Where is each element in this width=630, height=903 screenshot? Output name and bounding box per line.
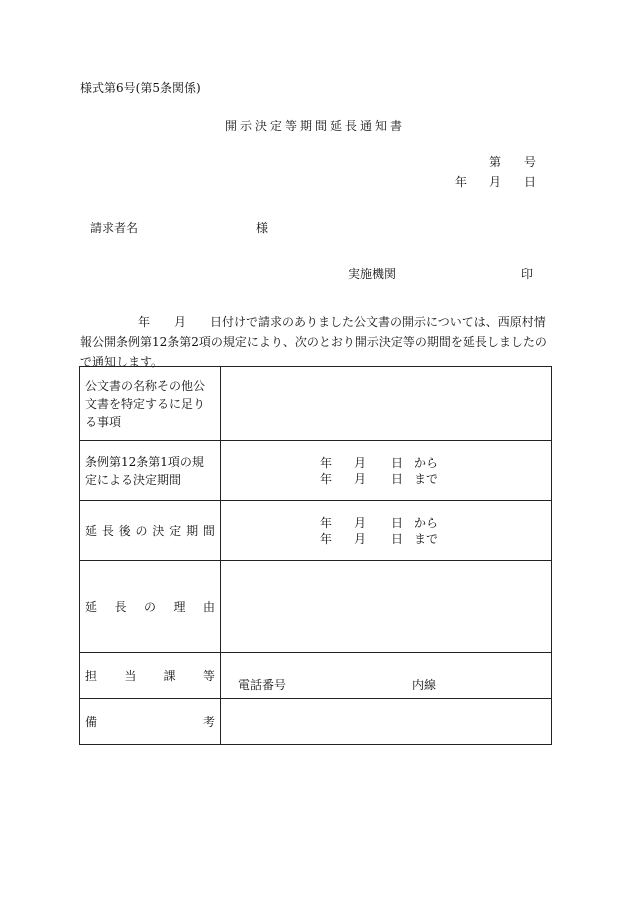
row-department [80, 653, 552, 699]
reason-value [221, 561, 552, 653]
period-from-suffix: から [414, 455, 439, 470]
label-char: 理 [173, 599, 186, 614]
period-year: 年 [320, 515, 333, 530]
label-char: 備 [85, 714, 98, 729]
period-month: 月 [354, 515, 367, 530]
label-char: 担 [85, 668, 98, 683]
remarks-value [221, 699, 552, 745]
info-table [79, 366, 552, 745]
label-char: 由 [202, 599, 215, 614]
document-matter-value [221, 367, 552, 441]
document-title: 開示決定等期間延長通知書 [224, 119, 405, 133]
requester-suffix: 様 [256, 221, 269, 235]
seal-mark: 印 [521, 267, 534, 281]
period-month: 月 [354, 455, 367, 470]
issue-date-day: 日 [524, 175, 537, 189]
remarks-label [80, 699, 221, 745]
label-char: 後 [118, 523, 131, 538]
row-extended-period [80, 501, 552, 561]
row-decision-period [80, 441, 552, 501]
decision-period-label: 条例第12条第1項の規定による決定期間 [80, 441, 221, 501]
extended-period-value [221, 501, 552, 561]
label-char: 長 [114, 599, 127, 614]
period-from-suffix: から [414, 515, 439, 530]
label-char: の [143, 599, 156, 614]
period-month: 月 [354, 531, 367, 546]
department-label [80, 653, 221, 699]
period-month: 月 [354, 471, 367, 486]
label-char: 考 [202, 714, 215, 729]
extended-period-from [221, 515, 551, 531]
period-day: 日 [391, 515, 404, 530]
extension-label: 内線 [412, 677, 437, 692]
issue-date-month: 月 [489, 175, 502, 189]
decision-period-from [221, 455, 551, 471]
extended-period-to [221, 531, 551, 547]
period-year: 年 [320, 471, 333, 486]
doc-number-dai: 第 [489, 155, 502, 169]
document-matter-label: 公文書の名称その他公文書を特定するに足りる事項 [80, 367, 221, 441]
extended-period-label [80, 501, 221, 561]
row-reason [80, 561, 552, 653]
label-char: 当 [124, 668, 137, 683]
label-char: 課 [163, 668, 176, 683]
reason-label [80, 561, 221, 653]
label-char: 期 [186, 523, 199, 538]
period-year: 年 [320, 531, 333, 546]
body-text: 年 月 日付けで請求のありました公文書の開示については、西原村情報公開条例第12条第2項の規定により、次のとおり開示決定等の期間を延長しましたので通知します。 [80, 315, 547, 369]
decision-period-value [221, 441, 552, 501]
doc-number-go: 号 [524, 155, 537, 169]
department-value [221, 653, 552, 699]
agency-label: 実施機関 [348, 267, 397, 281]
tel-label: 電話番号 [238, 677, 287, 692]
period-day: 日 [391, 531, 404, 546]
row-remarks [80, 699, 552, 745]
row-document-matter [80, 367, 552, 441]
label-char: 延 [85, 523, 98, 538]
label-char: 間 [202, 523, 215, 538]
period-year: 年 [320, 455, 333, 470]
period-to-suffix: まで [414, 471, 439, 486]
decision-period-to [221, 471, 551, 487]
form-number: 様式第6号(第5条関係) [80, 81, 201, 95]
label-char: 長 [101, 523, 114, 538]
period-day: 日 [391, 455, 404, 470]
label-char: 等 [202, 668, 215, 683]
label-char: 定 [169, 523, 182, 538]
label-char: 決 [152, 523, 165, 538]
period-to-suffix: まで [414, 531, 439, 546]
label-char: 延 [85, 599, 98, 614]
requester-label: 請求者名 [90, 221, 139, 235]
label-char: の [135, 523, 148, 538]
period-day: 日 [391, 471, 404, 486]
issue-date-year: 年 [455, 175, 468, 189]
